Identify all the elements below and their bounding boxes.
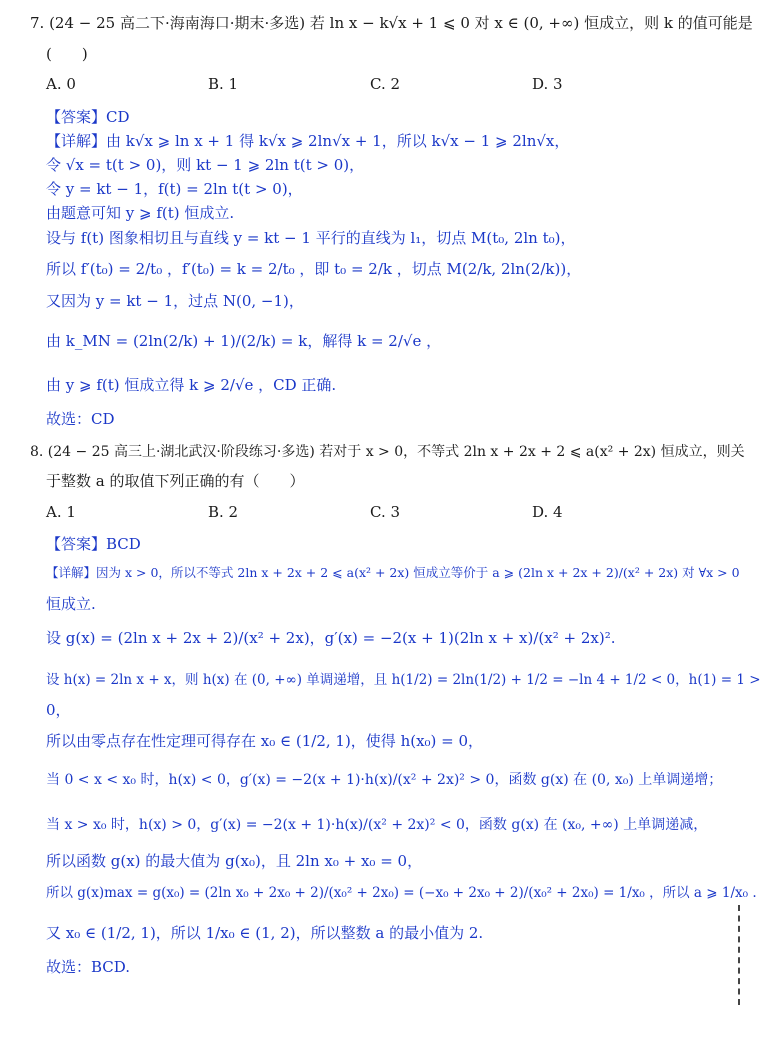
q7-option-b: B. 1 [208, 75, 239, 93]
q7-detail-line: 【详解】由 k√x ⩾ ln x + 1 得 k√x ⩾ 2ln√x + 1，所以 k√x − 1 ⩾ 2ln√x， [46, 132, 570, 150]
q8-stem-line1: 8. (24 − 25 高三上·湖北武汉·阶段练习·多选) 若对于 x > 0，不等式 2ln x + 2x + 2 ⩽ a(x² + 2x) 恒成立，则关 [30, 444, 745, 460]
q8-option-a: A. 1 [46, 503, 76, 521]
q7-option-a: A. 0 [46, 75, 76, 93]
q7-detail-line: 令 y = kt − 1，f(t) = 2ln t(t > 0)， [46, 180, 303, 198]
q7-detail-line: 又因为 y = kt − 1，过点 N(0, −1)， [46, 292, 304, 310]
q7-detail-line: 由 y ⩾ f(t) 恒成立得 k ⩾ 2/√e ，CD 正确. [46, 376, 337, 394]
margin-dashed-line [738, 905, 740, 1005]
q8-detail-line: 又 x₀ ∈ (1/2, 1)，所以 1/x₀ ∈ (1, 2)，所以整数 a 的最小值为 2. [46, 924, 484, 942]
q7-detail-line: 所以 f′(t₀) = 2/t₀ ，f′(t₀) = k = 2/t₀ ，即 t₀ = 2/k ，切点 M(2/k, 2ln(2/k))， [46, 260, 582, 278]
q8-detail-line: 0， [46, 701, 71, 719]
q7-detail-line: 由题意可知 y ⩾ f(t) 恒成立. [46, 204, 235, 222]
q8-answer: 【答案】BCD [46, 535, 141, 553]
q8-detail-line: 恒成立. [46, 595, 96, 613]
q8-option-d: D. 4 [532, 503, 563, 521]
q7-detail-line: 设与 f(t) 图象相切且与直线 y = kt − 1 平行的直线为 l₁，切点 M(t₀, 2ln t₀)， [46, 229, 576, 247]
q8-detail-line: 所以 g(x)max = g(x₀) = (2ln x₀ + 2x₀ + 2)/(x₀² + 2x₀) = (−x₀ + 2x₀ + 2)/(x₀² + 2x₀) = 1/x₀ ，所以 a ⩾ 1/x₀ . [46, 885, 757, 901]
q8-detail-line: 当 x > x₀ 时，h(x) > 0，g′(x) = −2(x + 1)·h(x)/(x² + 2x)² < 0，函数 g(x) 在 (x₀, +∞) 上单调递减， [46, 817, 708, 833]
q7-detail-line: 令 √x = t(t > 0)，则 kt − 1 ⩾ 2ln t(t > 0)， [46, 156, 365, 174]
q7-stem-line1: 7. (24 − 25 高二下·海南海口·期末·多选) 若 ln x − k√x + 1 ⩽ 0 对 x ∈ (0, +∞) 恒成立，则 k 的值可能是 [30, 14, 753, 32]
q7-detail-line: 故选：CD [46, 410, 115, 428]
q8-detail-line: 所以函数 g(x) 的最大值为 g(x₀)，且 2ln x₀ + x₀ = 0， [46, 852, 423, 870]
q8-detail-line: 所以由零点存在性定理可得存在 x₀ ∈ (1/2, 1)，使得 h(x₀) = 0， [46, 732, 484, 750]
q8-detail-line: 故选：BCD. [46, 958, 131, 976]
q8-stem-line2: 于整数 a 的取值下列正确的有（ ） [46, 472, 305, 490]
q7-stem-line2: ( ) [46, 45, 88, 63]
q8-detail-line: 当 0 < x < x₀ 时，h(x) < 0，g′(x) = −2(x + 1)·h(x)/(x² + 2x)² > 0，函数 g(x) 在 (0, x₀) 上单调递增； [46, 772, 723, 788]
q7-option-d: D. 3 [532, 75, 563, 93]
q7-answer: 【答案】CD [46, 108, 130, 126]
q7-option-c: C. 2 [370, 75, 401, 93]
q8-detail-line: 【详解】因为 x > 0，所以不等式 2ln x + 2x + 2 ⩽ a(x² + 2x) 恒成立等价于 a ⩾ (2ln x + 2x + 2)/(x² + 2x) 对 ∀x > 0 [46, 565, 740, 580]
q7-detail-line: 由 k_MN = (2ln(2/k) + 1)/(2/k) = k，解得 k = 2/√e ， [46, 332, 442, 350]
q8-option-c: C. 3 [370, 503, 401, 521]
q8-detail-line: 设 h(x) = 2ln x + x，则 h(x) 在 (0, +∞) 单调递增，且 h(1/2) = 2ln(1/2) + 1/2 = −ln 4 + 1/2 < 0，h(1) = 1 > [46, 672, 761, 688]
q8-detail-line: 设 g(x) = (2ln x + 2x + 2)/(x² + 2x)，g′(x) = −2(x + 1)(2ln x + x)/(x² + 2x)². [46, 629, 616, 647]
q8-option-b: B. 2 [208, 503, 239, 521]
